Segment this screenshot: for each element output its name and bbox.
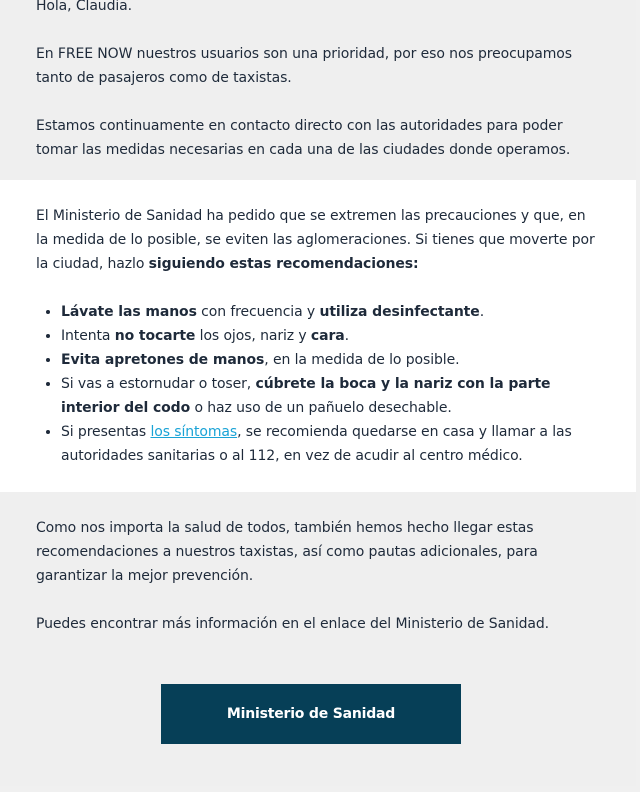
list-item xyxy=(61,348,600,372)
list-item xyxy=(61,372,600,420)
closing-paragraph-1: Como nos importa la salud de todos, también hemos hecho llegar estas recomendaciones a nuestros taxistas, así como pautas adicionales, para garantizar la mejor prevención. xyxy=(36,520,538,584)
item-text: Intenta xyxy=(61,328,115,344)
item-bold: cúbrete la boca y la nariz con la parte interior del codo xyxy=(61,376,551,416)
item-text: . xyxy=(479,304,485,320)
item-bold: Evita apretones de manos xyxy=(61,352,265,368)
symptoms-link[interactable]: los síntomas xyxy=(150,424,238,440)
closing-paragraph-2: Puedes encontrar más información en el enlace del Ministerio de Sanidad. xyxy=(36,616,550,632)
recommendations-section xyxy=(0,180,636,492)
recommendations-list xyxy=(36,300,600,468)
intro-paragraph-2: Estamos continuamente en contacto directo con las autoridades para poder tomar las medidas necesarias en cada una de las ciudades donde operamos. xyxy=(36,118,571,158)
list-item xyxy=(61,300,600,324)
recommendations-lead xyxy=(36,204,600,276)
list-item xyxy=(61,420,600,468)
item-bold: utiliza desinfectante xyxy=(319,304,480,320)
intro-section xyxy=(0,0,636,180)
item-text: Si presentas xyxy=(61,424,151,440)
item-text: . xyxy=(344,328,349,344)
lead-text: El Ministerio de Sanidad ha pedido que se extremen las precauciones y que, en la medida de lo posible, se eviten las aglomeraciones. Si tienes que moverte por la ciudad, hazlo xyxy=(36,208,595,272)
item-bold: no tocarte xyxy=(114,328,196,344)
item-text: , se recomienda quedarse en casa y llamar a las autoridades sanitarias o al 112, en vez de acudir al centro médico. xyxy=(61,424,572,464)
lead-bold: siguiendo estas recomendaciones: xyxy=(148,256,419,272)
item-text: Si vas a estornudar o toser, xyxy=(61,376,256,392)
ministerio-sanidad-button[interactable]: Ministerio de Sanidad xyxy=(161,684,461,744)
intro-paragraph-1: En FREE NOW nuestros usuarios son una prioridad, por eso nos preocupamos tanto de pasajeros como de taxistas. xyxy=(36,46,572,86)
item-text: los ojos, nariz y xyxy=(195,328,311,344)
list-item xyxy=(61,324,600,348)
item-text: con frecuencia y xyxy=(196,304,320,320)
item-text: , en la medida de lo posible. xyxy=(264,352,460,368)
greeting: Hola, Claudia. xyxy=(36,0,132,14)
item-text: o haz uso de un pañuelo desechable. xyxy=(190,400,452,416)
item-bold: Lávate las manos xyxy=(61,304,197,320)
item-bold: cara xyxy=(310,328,345,344)
